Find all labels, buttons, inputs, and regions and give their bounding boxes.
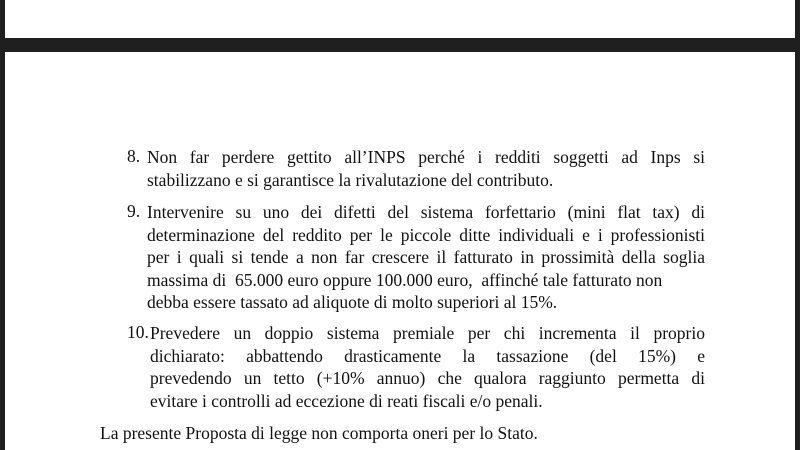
item-number: 10. <box>127 322 149 342</box>
previous-page-bottom <box>5 0 795 38</box>
document-page <box>5 52 795 450</box>
text-line: Intervenire su uno dei difetti del sistema forfettario (mini flat tax) di <box>147 202 705 222</box>
text-line: Non far perdere gettito all’INPS perché i redditi soggetti ad Inps si <box>147 147 705 167</box>
text-line: determinazione del reddito per le piccole ditte individuali e i professionisti <box>147 224 705 245</box>
text-line: massima di 65.000 euro oppure 100.000 euro, affinché tale fatturato non <box>147 269 663 290</box>
text-line: Prevedere un doppio sistema premiale per chi incrementa il proprio <box>150 323 705 343</box>
text-line: debba essere tassato ad aliquote di molto superiori al 15%. <box>147 292 558 312</box>
item-number: 8. <box>127 146 141 166</box>
item-number: 9. <box>127 201 141 221</box>
text-line: prevedendo un tetto (+10% annuo) che qualora raggiunto permetta di <box>150 368 705 388</box>
closing-statement: La presente Proposta di legge non comporta oneri per lo Stato. <box>100 423 538 443</box>
text-line: dichiarato: abbattendo drasticamente la tassazione (del 15%) e <box>150 345 705 366</box>
text-line: stabilizzano e si garantisce la rivalutazione del contributo. <box>147 169 554 190</box>
text-line: evitare i controlli ad eccezione di reati fiscali e/o penali. <box>150 390 543 411</box>
text-line: per i quali si tende a non far crescere il fatturato in prossimità della soglia <box>147 247 705 267</box>
